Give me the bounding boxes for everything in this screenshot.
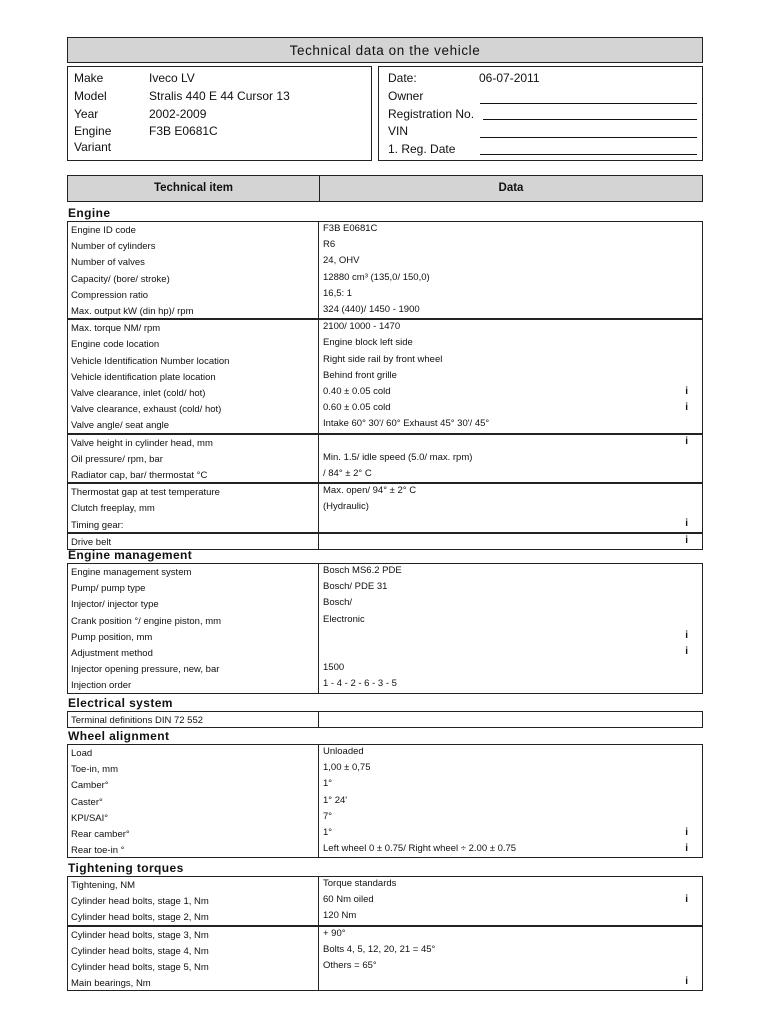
table-row — [68, 435, 702, 451]
table-row — [68, 975, 702, 991]
owner-label: Owner — [388, 89, 424, 103]
info-icon[interactable]: i — [685, 976, 688, 988]
item-label: Number of cylinders — [71, 241, 156, 253]
table-group — [67, 711, 703, 728]
item-value: 24, OHV — [323, 255, 360, 267]
item-label: Tightening, NM — [71, 880, 136, 891]
item-label: Rear toe-in ° — [71, 845, 125, 857]
make-label: Make — [74, 71, 104, 85]
table-row — [68, 353, 702, 369]
date-label: Date: — [388, 71, 417, 85]
info-icon[interactable]: i — [685, 646, 688, 657]
item-value: 7° — [323, 810, 333, 822]
table-row — [68, 564, 702, 580]
item-label: Vehicle identification plate location — [71, 371, 216, 383]
model-value: Stralis 440 E 44 Cursor 13 — [149, 89, 290, 103]
table-row — [68, 893, 702, 909]
item-value: Left wheel 0 ± 0.75/ Right wheel ÷ 2.00 ± 0.75 — [323, 843, 517, 855]
item-value: 324 (440)/ 1450 - 1900 — [323, 304, 420, 315]
data-header: Data — [498, 182, 524, 194]
section-title-engine-management: Engine management — [68, 548, 193, 562]
info-icon[interactable]: i — [685, 629, 688, 641]
item-label: Cylinder head bolts, stage 3, Nm — [71, 929, 209, 941]
item-label: Load — [71, 748, 93, 759]
table-row — [68, 369, 702, 385]
item-value: 1° 24' — [323, 794, 348, 806]
item-value: Bosch/ PDE 31 — [323, 581, 388, 593]
table-row — [68, 761, 702, 777]
item-label: Cylinder head bolts, stage 1, Nm — [71, 896, 209, 908]
table-row — [68, 580, 702, 596]
engine-label: Engine — [74, 124, 112, 138]
table-row — [68, 320, 702, 336]
table-row — [68, 484, 702, 500]
table-row — [68, 745, 702, 761]
registration-box — [378, 66, 703, 161]
item-value: Bosch MS6.2 PDE — [323, 565, 402, 576]
item-value: 120 Nm — [323, 910, 357, 922]
item-value: 1° — [323, 778, 333, 790]
item-value: 0.40 ± 0.05 cold — [323, 385, 391, 397]
table-row — [68, 385, 702, 401]
section-title-tightening-torques: Tightening torques — [68, 861, 184, 875]
item-label: Camber° — [71, 780, 109, 792]
item-value: 1 - 4 - 2 - 6 - 3 - 5 — [323, 678, 397, 690]
variant-label: Variant — [74, 140, 112, 154]
table-row — [68, 677, 702, 693]
table-row — [68, 467, 702, 483]
item-label: Toe-in, mm — [71, 764, 118, 776]
table-row — [68, 842, 702, 858]
vin-line — [480, 137, 697, 138]
table-row — [68, 927, 702, 943]
item-label: Cylinder head bolts, stage 4, Nm — [71, 945, 209, 957]
table-row — [68, 794, 702, 810]
info-icon[interactable]: i — [685, 402, 688, 414]
table-group — [67, 483, 703, 533]
item-value: 1,00 ± 0,75 — [323, 762, 371, 774]
reg-date-label: 1. Reg. Date — [388, 142, 456, 156]
table-header — [67, 175, 703, 202]
table-group — [67, 876, 703, 926]
table-group — [67, 434, 703, 484]
item-value: Electronic — [323, 613, 365, 625]
reg-date-line — [480, 154, 697, 155]
item-label: Oil pressure/ rpm, bar — [71, 453, 163, 465]
item-value: 1500 — [323, 662, 345, 674]
item-value: / 84° ± 2° C — [323, 467, 372, 479]
table-row — [68, 645, 702, 661]
table-group — [67, 926, 703, 992]
info-icon[interactable]: i — [685, 534, 688, 546]
table-row — [68, 596, 702, 612]
item-value: 12880 cm³ (135,0/ 150,0) — [323, 271, 430, 283]
table-row — [68, 613, 702, 629]
table-group — [67, 563, 703, 694]
year-label: Year — [74, 107, 99, 121]
item-value: Torque standards — [323, 878, 397, 889]
info-icon[interactable]: i — [685, 894, 688, 906]
technical-item-header: Technical item — [68, 176, 320, 201]
item-value: (Hydraulic) — [323, 501, 369, 513]
item-value: Intake 60° 30'/ 60° Exhaust 45° 30'/ 45° — [323, 418, 490, 430]
registration-label: Registration No. — [388, 107, 475, 121]
item-label: Crank position °/ engine piston, mm — [71, 615, 222, 627]
date-value: 06-07-2011 — [479, 71, 540, 85]
table-row — [68, 661, 702, 677]
table-row — [68, 222, 702, 238]
engine-value: F3B E0681C — [149, 124, 218, 138]
year-value: 2002-2009 — [149, 107, 207, 121]
table-group — [67, 221, 703, 319]
table-row — [68, 500, 702, 516]
item-label: Pump/ pump type — [71, 583, 146, 595]
table-row — [68, 336, 702, 352]
item-value: 60 Nm oiled — [323, 894, 374, 906]
table-row — [68, 238, 702, 254]
table-row — [68, 254, 702, 270]
item-label: Thermostat gap at test temperature — [71, 487, 220, 499]
item-label: Terminal definitions DIN 72 552 — [71, 715, 204, 726]
table-row — [68, 943, 702, 959]
item-value: Others = 65° — [323, 959, 377, 971]
item-value: F3B E0681C — [323, 223, 378, 234]
section-title-wheel-alignment: Wheel alignment — [68, 729, 170, 743]
info-icon[interactable]: i — [685, 435, 688, 447]
table-row — [68, 287, 702, 303]
model-label: Model — [74, 89, 107, 103]
item-label: Max. torque NM/ rpm — [71, 323, 161, 335]
item-label: Valve clearance, exhaust (cold/ hot) — [71, 404, 222, 416]
item-value: R6 — [323, 239, 336, 251]
table-row — [68, 712, 702, 728]
item-label: Max. output kW (din hp)/ rpm — [71, 306, 194, 317]
registration-line — [483, 119, 697, 120]
item-value: + 90° — [323, 927, 346, 939]
item-label: Valve angle/ seat angle — [71, 420, 170, 432]
owner-line — [480, 103, 697, 104]
item-label: Cylinder head bolts, stage 2, Nm — [71, 912, 209, 924]
item-label: Main bearings, Nm — [71, 978, 151, 990]
section-title-engine: Engine — [68, 206, 111, 220]
item-label: Adjustment method — [71, 648, 153, 659]
item-label: Rear camber° — [71, 829, 130, 840]
table-row — [68, 417, 702, 433]
item-value: 0.60 ± 0.05 cold — [323, 402, 391, 414]
item-value: Right side rail by front wheel — [323, 353, 443, 365]
info-icon[interactable]: i — [685, 827, 688, 838]
item-label: Radiator cap, bar/ thermostat °C — [71, 469, 208, 481]
item-label: Engine code location — [71, 339, 160, 351]
info-icon[interactable]: i — [685, 517, 688, 529]
item-label: Valve clearance, inlet (cold/ hot) — [71, 387, 206, 399]
table-group — [67, 319, 703, 433]
item-value: 2100/ 1000 - 1470 — [323, 321, 401, 333]
item-label: KPI/SAI° — [71, 812, 109, 824]
table-row — [68, 401, 702, 417]
item-value: Engine block left side — [323, 337, 413, 349]
table-row — [68, 877, 702, 893]
item-value: Max. open/ 94° ± 2° C — [323, 485, 417, 497]
table-row — [68, 909, 702, 925]
item-value: 1° — [323, 827, 333, 838]
item-label: Injector opening pressure, new, bar — [71, 664, 220, 676]
table-row — [68, 303, 702, 319]
vehicle-info-box — [67, 66, 372, 161]
item-value: Behind front grille — [323, 369, 397, 381]
item-label: Vehicle Identification Number location — [71, 355, 230, 367]
item-label: Clutch freeplay, mm — [71, 503, 155, 515]
item-label: Injector/ injector type — [71, 599, 159, 611]
item-label: Compression ratio — [71, 289, 149, 301]
item-label: Cylinder head bolts, stage 5, Nm — [71, 961, 209, 973]
info-icon[interactable]: i — [685, 385, 688, 397]
table-row — [68, 517, 702, 533]
table-row — [68, 959, 702, 975]
item-label: Number of valves — [71, 257, 145, 269]
item-value: Min. 1.5/ idle speed (5.0/ max. rpm) — [323, 451, 473, 463]
item-label: Injection order — [71, 680, 132, 692]
item-value: Unloaded — [323, 746, 364, 757]
item-value: Bolts 4, 5, 12, 20, 21 = 45° — [323, 943, 436, 955]
table-row — [68, 271, 702, 287]
item-label: Drive belt — [71, 536, 112, 548]
item-label: Engine management system — [71, 567, 192, 578]
table-row — [68, 777, 702, 793]
vin-label: VIN — [388, 124, 409, 138]
item-label: Engine ID code — [71, 225, 136, 236]
table-row — [68, 826, 702, 842]
item-label: Capacity/ (bore/ stroke) — [71, 273, 170, 285]
section-title-electrical-system: Electrical system — [68, 696, 173, 710]
item-label: Valve height in cylinder head, mm — [71, 437, 213, 449]
table-row — [68, 629, 702, 645]
info-icon[interactable]: i — [685, 843, 688, 855]
item-value: 16,5: 1 — [323, 287, 353, 299]
item-label: Timing gear: — [71, 519, 124, 531]
make-value: Iveco LV — [149, 71, 195, 85]
item-label: Caster° — [71, 796, 103, 808]
item-label: Pump position, mm — [71, 631, 153, 643]
document-title: Technical data on the vehicle — [67, 37, 703, 63]
table-row — [68, 451, 702, 467]
table-row — [68, 810, 702, 826]
table-group — [67, 744, 703, 858]
item-value: Bosch/ — [323, 597, 353, 609]
